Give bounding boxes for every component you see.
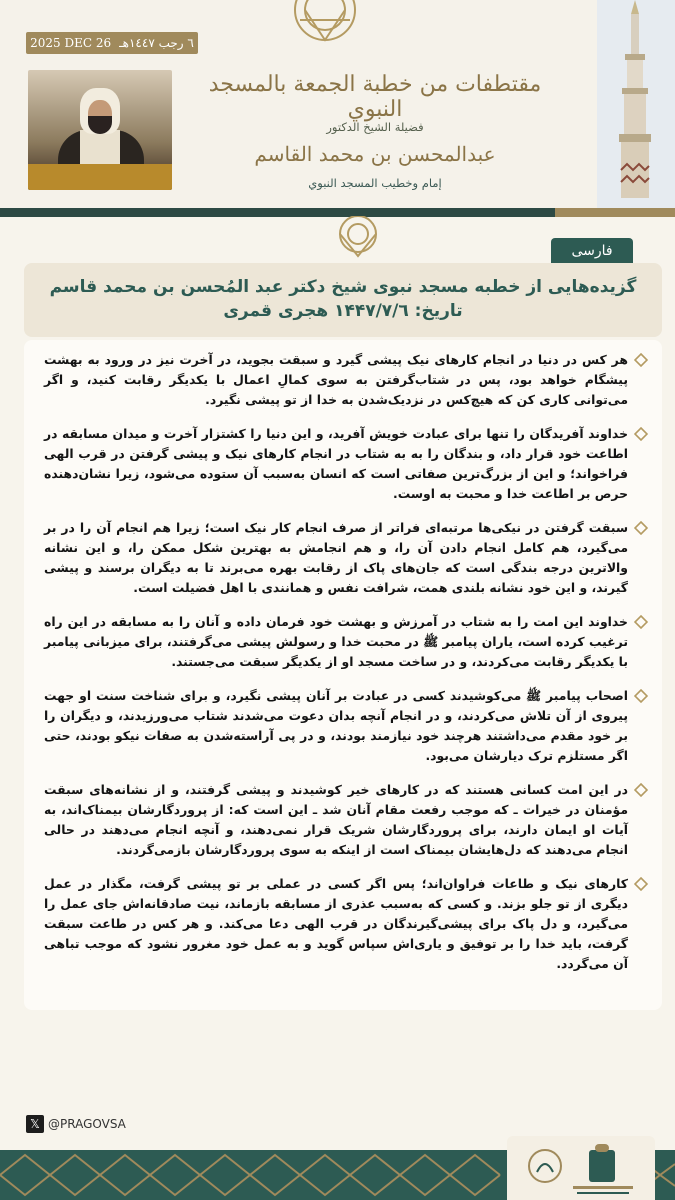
list-item [44,686,648,766]
paragraph-text: در این امت کسانی هستند که در کارهای خیر کوشیدند و پیشی گرفتند، و از نشانه‌های سبقت مؤمنان در خیرات ـ که موجب رفعت مقام آنان شد ـ این است که: از پروردگارشان بیمناک‌اند، به آیات او ایمان دارند، برای پروردگارشان شریک قرار نمی‌دهند، و آنچه انجام می‌دهند در حالی انجام می‌دهند که دل‌هایشان بیمناک است از اینکه به سوی پروردگارشان بازمی‌گردند. [44,782,628,857]
list-item [44,780,648,860]
diamond-bullet-icon [634,615,648,629]
star-ornament-icon [322,216,394,260]
list-item [44,612,648,672]
authority-logo-icon [507,1136,655,1200]
heading-date: تاریخ: ۱۴۴۷/۷/٦ هجری قمری [223,301,463,321]
preacher-role: إمام وخطيب المسجد النبوي [308,176,442,190]
diamond-bullet-icon [634,353,648,367]
date-badge [26,32,198,54]
list-item [44,350,648,410]
diamond-bullet-icon [634,783,648,797]
list-item [44,874,648,974]
diamond-bullet-icon [634,689,648,703]
preacher-name: عبدالمحسن بن محمد القاسم [254,142,496,166]
diamond-bullet-icon [634,877,648,891]
list-item [44,424,648,504]
x-logo-icon: 𝕏 [26,1115,44,1133]
date-gregorian: 2025 DEC 26 [30,36,112,50]
heading-box [24,263,662,337]
paragraph-text: اصحاب پیامبر ﷺ می‌کوشیدند کسی در عبادت بر آنان پیشی نگیرد، و برای شناخت سنت او جهت پیروی از آن تلاش می‌کردند، و در انجام آنچه بدان دعوت می‌شدند شتاب می‌ورزیدند، و دیگران را بر خود مقدم می‌داشتند هرچند خود نیازمند بودند، و در پی آراسته‌شدن به صفات نیکو بودند، حتی اگر مستلزم ترک دیارشان می‌بود. [44,688,628,763]
preacher-subtitle: فضيلة الشيخ الدكتور [326,120,424,134]
header [0,0,675,208]
paragraph-text: سبقت گرفتن در نیکی‌ها مرتبه‌ای فراتر از صرف انجام کار نیک است؛ زیرا هم انجام آن را در بر می‌گیرد، هم کامل انجام دادن آن را، و هم انجامش به بهترین شکل ممکن را، و این نشانه والاترین درجه بندگی است که جان‌های پاک از رقابت بهره می‌برند تا به دیگران برسند و پیشی گیرند، و این خود نشانه بلندی همت، شرافت نفس و همانندی با اهل فضیلت است. [44,520,628,595]
star-ornament-icon [292,0,358,52]
date-hijri: ٦ رجب ١٤٤٧هـ [119,36,194,50]
list-item [44,518,648,598]
content-box [24,340,662,1010]
page-title: مقتطفات من خطبة الجمعة بالمسجد النبوي [208,72,542,122]
paragraph-text: خداوند این امت را به شتاب در آمرزش و بهشت خود فرمان داده و آنان را به مسابقه در این راه ترغیب کرده است، یاران پیامبر ﷺ در محبت خدا و رسولش پیشی می‌گرفتند، برای میزبانی پیامبر با یکدیگر رقابت می‌کردند، و در ساخت مسجد او از یکدیگر سبقت می‌جستند. [44,614,628,669]
minaret-image [597,0,675,208]
diamond-bullet-icon [634,427,648,441]
diamond-bullet-icon [634,521,648,535]
preacher-photo [28,70,172,190]
social-handle[interactable] [26,1114,126,1134]
paragraph-text: کارهای نیک و طاعات فراوان‌اند؛ پس اگر کسی در عملی بر تو پیشی گرفت، مگذار در عمل دیگری از تو جلو بزند. و کسی که به‌سبب عذری از مسابقه بازماند، نیت صادقانه‌اش جای عمل را می‌گیرد، و دل پاک برای پیشی‌گیرندگان در قرب الهی دعا می‌کند. و هر کس در طاعت سبقت گرفت، باید خدا را بر توفیق و یاری‌اش سپاس گوید و به عمل خود مغرور نشود که موجب تباهی آن می‌گردد. [44,876,628,971]
language-tab: فارسی [551,238,633,264]
social-handle-text[interactable]: @PRAGOVSA [48,1117,126,1131]
paragraph-text: خداوند آفریدگان را تنها برای عبادت خویش آفرید، و این دنیا را کشتزار آخرت و میدان مسابقه در اطاعت خود قرار داد، و بندگان را به به شتاب در انجام کارهای نیک و پیشی گرفتن در قرب الهی فراخواند؛ و این از بزرگ‌ترین صفاتی است که انسان به‌سبب آن ستوده می‌شود، زیرا نشان‌دهنده حرص بر اطاعت خدا و محبت به اوست. [44,426,628,501]
paragraph-text: هر کس در دنیا در انجام کارهای نیک پیشی گیرد و سبقت بجوید، در آخرت نیز در ورود به بهشت پیشگام خواهد بود، پس در شتاب‌گرفتن به سوی کمالِ اعمال با یکدیگر رقابت کنید، و اگر می‌توانی کاری کن که هیچ‌کس در نزدیک‌شدن به خدا از تو پیشی نگیرد. [44,352,628,407]
heading-title: گزیده‌هایی از خطبه مسجد نبوی شیخ دکتر عبد المُحسن بن محمد قاسم [49,277,637,297]
